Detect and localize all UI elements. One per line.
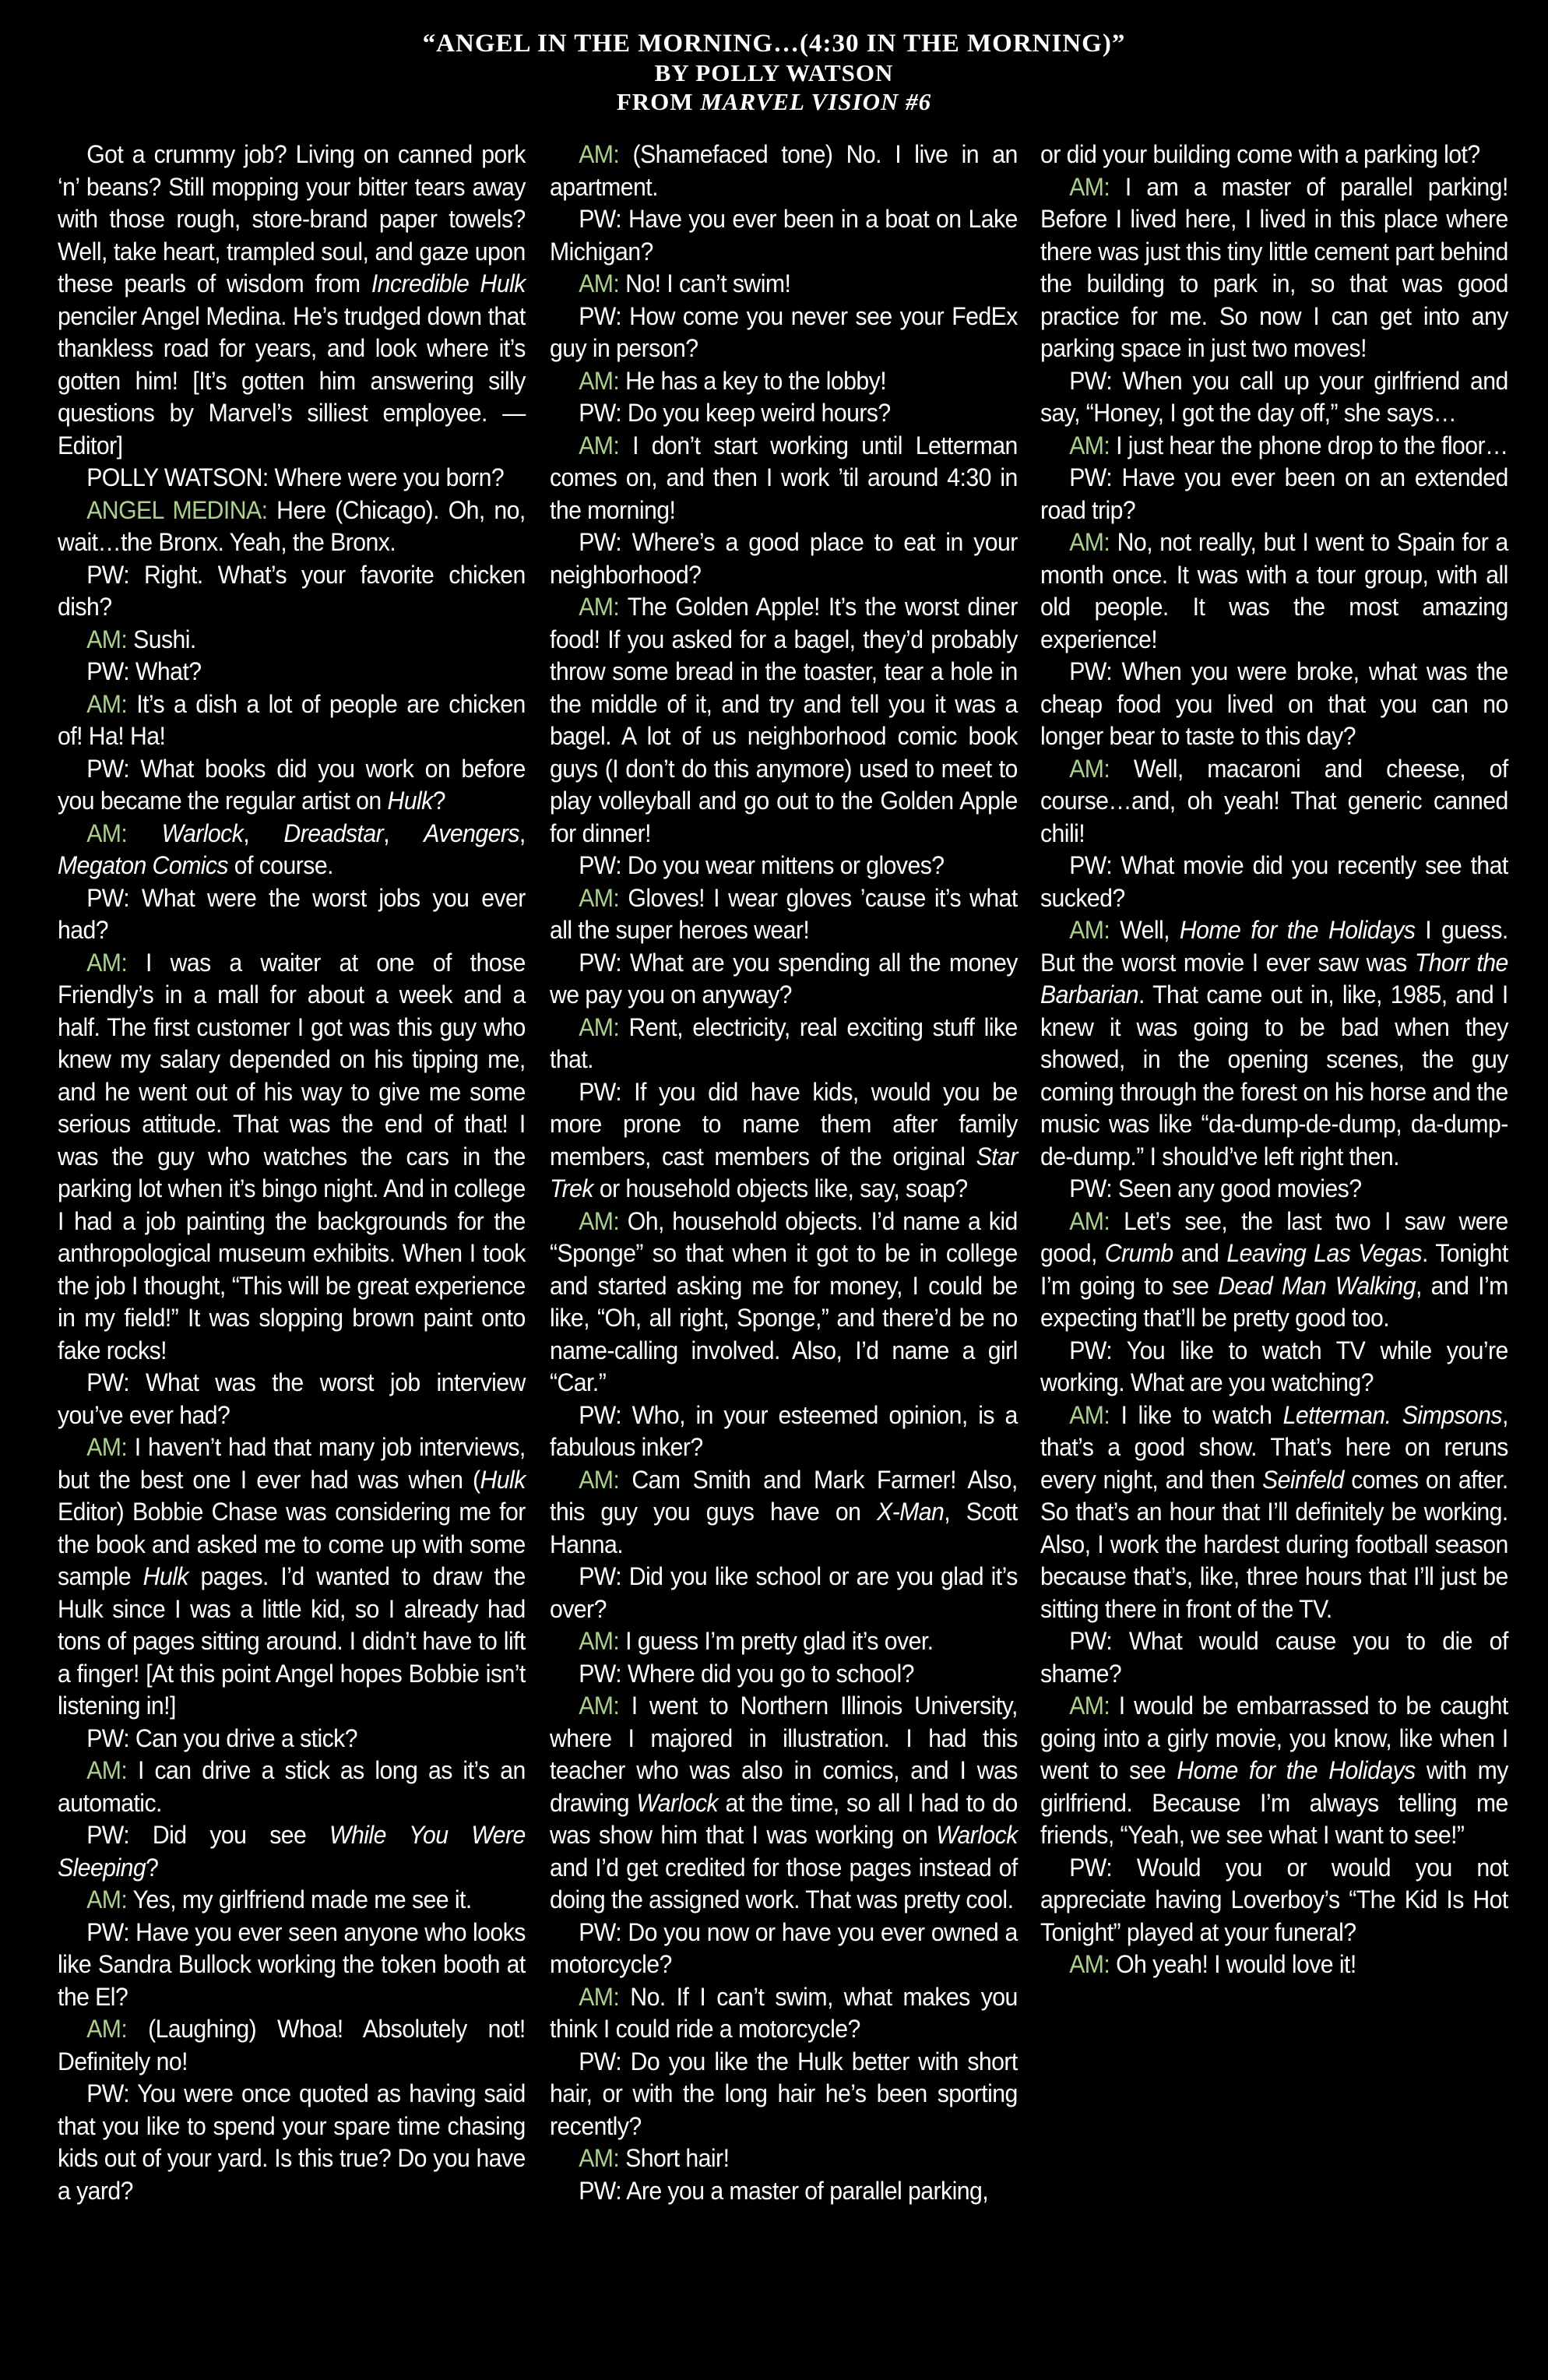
interview-paragraph [58, 624, 526, 657]
interview-paragraph [550, 1012, 1018, 1076]
interview-paragraph [58, 1367, 526, 1431]
interview-paragraph [1040, 526, 1508, 656]
paragraph-text: No. If I can’t swim, what makes you think I could ride a motorcycle? [550, 1982, 1018, 2043]
interview-paragraph [1040, 850, 1508, 914]
interview-paragraph [58, 1917, 526, 2014]
paragraph-text: PW: If you did have kids, would you be more prone to name them after family members, cast members of the original [550, 1077, 1018, 1171]
paragraph-text: PW: Would you or would you not appreciate having Loverboy’s “The Kid Is Hot Tonight” played at your funeral? [1040, 1853, 1508, 1946]
paragraph-text: PW: Do you wear mittens or gloves? [579, 851, 945, 879]
interview-paragraph [1040, 1206, 1508, 1335]
paragraph-text: ? [432, 787, 445, 815]
text-column-2 [550, 139, 1018, 2207]
interview-paragraph [550, 268, 1018, 301]
speaker-label: AM: [86, 625, 128, 653]
paragraph-text: Oh, household objects. I’d name a kid “Sponge” so that when it got to be in college and started asking me for money, I could be like, “Oh, all right, Sponge,” and there’d be no name-calling involved. Also, I’d name a girl “Car.” [550, 1206, 1018, 1396]
interview-paragraph [550, 1625, 1018, 1658]
paragraph-text: penciler Angel Medina. He’s trudged down that thankless road for years, and look where it’s gotten him! [It’s gotten him answering silly questions by Marvel’s silliest employee. —Editor] [58, 301, 526, 459]
interview-paragraph [550, 1917, 1018, 1981]
paragraph-text: PW: How come you never see your FedEx guy in person? [550, 301, 1018, 362]
italic-title: Home for the Holidays [1179, 916, 1416, 944]
paragraph-text: Gloves! I wear gloves ’cause it’s what all the super heroes wear! [550, 883, 1018, 944]
paragraph-text: PW: What movie did you recently see that sucked? [1040, 851, 1508, 912]
paragraph-text: He has a key to the lobby! [619, 366, 887, 395]
interview-paragraph [550, 2046, 1018, 2143]
italic-title: X-Man [876, 1498, 945, 1526]
speaker-label: ANGEL MEDINA: [86, 495, 268, 524]
interview-paragraph [550, 591, 1018, 850]
interview-paragraph [550, 301, 1018, 365]
italic-title: Megaton Comics [58, 851, 228, 879]
text-column-3 [1040, 139, 1508, 1981]
italic-title: Thorr the Barbarian [1040, 948, 1508, 1009]
interview-paragraph [1040, 656, 1508, 753]
interview-paragraph [1040, 1690, 1508, 1852]
interview-paragraph [1040, 365, 1508, 430]
article-title: “ANGEL IN THE MORNING…(4:30 IN THE MORNING)” [422, 30, 1126, 58]
paragraph-text: Well, macaroni and cheese, of course…and, oh yeah! That generic canned chili! [1040, 754, 1508, 847]
paragraph-text: at the time, so all I had to do was show him that I was working on [550, 1788, 1018, 1849]
interview-paragraph [1040, 1625, 1508, 1690]
paragraph-text: . Tonight I’m going to see [1040, 1239, 1508, 1300]
interview-paragraph [58, 462, 526, 495]
paragraph-text: I would be embarrassed to be caught going into a girly movie, you know, like when I went to see [1040, 1692, 1508, 1784]
italic-title: Dead Man Walking [1218, 1271, 1416, 1300]
italic-title: Hulk [142, 1562, 188, 1590]
interview-paragraph [550, 947, 1018, 1012]
interview-paragraph [550, 365, 1018, 398]
speaker-label: AM: [579, 431, 620, 459]
interview-paragraph [1040, 1852, 1508, 1949]
paragraph-text: and [1173, 1239, 1227, 1267]
paragraph-text [127, 819, 161, 847]
interview-paragraph [550, 430, 1018, 527]
speaker-label: AM: [579, 1206, 620, 1235]
interview-paragraph [58, 882, 526, 947]
paragraph-text: I haven’t had that many job interviews, but the best one I ever had was when ( [58, 1433, 526, 1494]
interview-paragraph [1040, 1335, 1508, 1399]
interview-paragraph [1040, 1173, 1508, 1206]
paragraph-text: PW: Seen any good movies? [1069, 1174, 1362, 1202]
paragraph-text: and I’d get credited for those pages instead of doing the assigned work. That was pretty cool. [550, 1853, 1018, 1914]
paragraph-text: Short hair! [619, 2144, 730, 2172]
italic-title: Warlock [161, 819, 244, 847]
interview-paragraph [58, 2013, 526, 2078]
speaker-label: AM: [1069, 754, 1110, 783]
italic-title: Warlock [636, 1788, 719, 1817]
speaker-label: AM: [1069, 1692, 1110, 1720]
paragraph-text: . That came out in, like, 1985, and I knew it was going to be bad when they showed, in the opening scenes, the guy coming through the forest on his horse and the music was like “da-dump-de-dump, da-dump-de-dump.” I should’ve left right then. [1040, 981, 1508, 1171]
paragraph-text: PW: Do you like the Hulk better with short hair, or with the long hair he’s been sporting recently? [550, 2047, 1018, 2140]
speaker-label: AM: [86, 1756, 128, 1784]
interview-paragraph [58, 656, 526, 688]
paragraph-text: PW: Do you keep weird hours? [579, 399, 891, 427]
paragraph-text: I guess. But the worst movie I ever saw was [1040, 916, 1508, 977]
interview-paragraph [550, 203, 1018, 268]
interview-paragraph [550, 1399, 1018, 1464]
speaker-label: AM: [1069, 916, 1110, 944]
italic-title: Star Trek [550, 1142, 1018, 1202]
interview-paragraph [550, 1981, 1018, 2046]
italic-title: Home for the Holidays [1177, 1756, 1416, 1784]
paragraph-text: PW: Did you see [86, 1821, 330, 1849]
paragraph-text: (Shamefaced tone) No. I live in an apartment. [550, 140, 1018, 201]
interview-paragraph [58, 2078, 526, 2207]
interview-paragraph [550, 1206, 1018, 1399]
speaker-label: AM: [579, 593, 620, 621]
interview-paragraph [58, 1884, 526, 1917]
paragraph-text: Cam Smith and Mark Farmer! Also, this guy you guys have on [550, 1465, 1018, 1526]
paragraph-text: POLLY WATSON: Where were you born? [86, 463, 505, 491]
speaker-label: AM: [86, 948, 128, 977]
paragraph-text: PW: When you call up your girlfriend and say, “Honey, I got the day off,” she says… [1040, 366, 1508, 427]
interview-paragraph [1040, 430, 1508, 463]
speaker-label: AM: [579, 1627, 620, 1655]
paragraph-text: of course. [227, 851, 333, 879]
interview-paragraph [58, 495, 526, 559]
paragraph-text: , [519, 819, 526, 847]
paragraph-text: PW: Have you ever been in a boat on Lake Michigan? [550, 205, 1018, 266]
interview-paragraph [58, 818, 526, 882]
interview-paragraph [58, 559, 526, 624]
source-name: MARVEL VISION #6 [700, 88, 932, 115]
interview-paragraph [1040, 753, 1508, 850]
paragraph-text: PW: Right. What’s your favorite chicken dish? [58, 560, 526, 621]
paragraph-text: pages. I’d wanted to draw the Hulk since I was a little kid, so I already had tons of pages sitting around. I didn’t have to lift a finger! [At this point Angel hopes Bobbie isn’t listening in!] [58, 1562, 526, 1720]
paragraph-text: I just hear the phone drop to the floor… [1110, 431, 1508, 459]
interview-paragraph [58, 1431, 526, 1723]
article-header [0, 30, 1548, 116]
paragraph-text: PW: Where did you go to school? [579, 1659, 914, 1688]
paragraph-text: PW: What would cause you to die of shame? [1040, 1627, 1508, 1688]
speaker-label: AM: [579, 1465, 620, 1494]
interview-paragraph [58, 139, 526, 462]
paragraph-text: (Laughing) Whoa! Absolutely not! Definitely no! [58, 2015, 526, 2075]
paragraph-text: No, not really, but I went to Spain for a month once. It was with a tour group, with all old people. It was the most amazing experience! [1040, 528, 1508, 653]
text-column-1 [58, 139, 526, 2207]
interview-paragraph [58, 947, 526, 1368]
paragraph-text: PW: What books did you work on before you became the regular artist on [58, 754, 526, 815]
speaker-label: AM: [86, 819, 128, 847]
interview-paragraph [1040, 1949, 1508, 1981]
paragraph-text: PW: What? [86, 657, 202, 685]
paragraph-text: Rent, electricity, real exciting stuff like that. [550, 1012, 1018, 1073]
interview-paragraph [550, 882, 1018, 947]
italic-title: Avengers [424, 819, 519, 847]
paragraph-text: , and I’m expecting that’ll be pretty good too. [1040, 1271, 1508, 1332]
paragraph-text: or household objects like, say, soap? [593, 1174, 968, 1202]
paragraph-text: PW: Are you a master of parallel parking, [579, 2176, 989, 2205]
paragraph-text: PW: What are you spending all the money we pay you on anyway? [550, 948, 1018, 1009]
speaker-label: AM: [86, 2015, 128, 2043]
paragraph-text: Sushi. [127, 625, 196, 653]
article-source [0, 87, 1548, 116]
speaker-label: AM: [579, 140, 620, 168]
interview-paragraph [550, 1464, 1018, 1561]
interview-paragraph [550, 1690, 1018, 1917]
interview-paragraph [58, 1819, 526, 1884]
interview-paragraph [1040, 914, 1508, 1173]
paragraph-text: PW: Where’s a good place to eat in your neighborhood? [550, 528, 1018, 589]
speaker-label: AM: [1069, 1206, 1110, 1235]
paragraph-text: , that’s a good show. That’s here on reruns every night, and then [1040, 1400, 1508, 1494]
paragraph-text: No! I can’t swim! [619, 269, 791, 298]
speaker-label: AM: [1069, 528, 1110, 556]
speaker-label: AM: [579, 1692, 620, 1720]
paragraph-text: Here (Chicago). Oh, no, wait…the Bronx. Yeah, the Bronx. [58, 495, 526, 556]
interview-paragraph [1040, 171, 1508, 365]
interview-paragraph [550, 526, 1018, 591]
interview-paragraph [1040, 139, 1508, 171]
paragraph-text: It’s a dish a lot of people are chicken of! Ha! Ha! [58, 689, 526, 750]
speaker-label: AM: [1069, 172, 1110, 201]
paragraph-text: Let’s see, the last two I saw were good, [1040, 1206, 1508, 1267]
interview-paragraph [550, 1658, 1018, 1691]
italic-title: Hulk [480, 1465, 526, 1494]
paragraph-text: PW: Can you drive a stick? [86, 1723, 357, 1752]
interview-paragraph [58, 688, 526, 753]
paragraph-text: Editor) Bobbie Chase was considering me for the book and asked me to come up with some sample [58, 1498, 526, 1590]
paragraph-text: Well, [1110, 916, 1180, 944]
italic-title: Seinfeld [1261, 1465, 1344, 1494]
paragraph-text: , Scott Hanna. [550, 1498, 1018, 1558]
speaker-label: AM: [579, 1012, 620, 1041]
paragraph-text: PW: Have you ever been on an extended road trip? [1040, 463, 1508, 524]
interview-paragraph [550, 850, 1018, 882]
speaker-label: AM: [1069, 1400, 1110, 1429]
paragraph-text: PW: You like to watch TV while you’re working. What are you watching? [1040, 1336, 1508, 1396]
speaker-label: AM: [1069, 431, 1110, 459]
italic-title: While You Were Sleeping [58, 1821, 526, 1882]
paragraph-text: I don’t start working until Letterman comes on, and then I work ’til around 4:30 in the morning! [550, 431, 1018, 524]
paragraph-text: I guess I’m pretty glad it’s over. [619, 1627, 934, 1655]
interview-paragraph [550, 1561, 1018, 1625]
paragraph-text: The Golden Apple! It’s the worst diner food! If you asked for a bagel, they’d probably throw some bread in the toaster, tear a hole in the middle of it, and try and tell you it was a bagel. A lot of us neighborhood comic book guys (I don’t do this anymore) used to meet to play volleyball and go out to the Golden Apple for dinner! [550, 593, 1018, 847]
paragraph-text: PW: Who, in your esteemed opinion, is a fabulous inker? [550, 1400, 1018, 1461]
interview-paragraph [1040, 1399, 1508, 1626]
speaker-label: AM: [86, 1433, 128, 1461]
paragraph-text: PW: Have you ever seen anyone who looks like Sandra Bullock working the token booth at the El? [58, 1917, 526, 2011]
speaker-label: AM: [579, 1982, 620, 2011]
italic-title: Warlock [936, 1821, 1018, 1849]
interview-paragraph [550, 1076, 1018, 1206]
speaker-label: AM: [1069, 1950, 1110, 1978]
paragraph-text: Got a crummy job? Living on canned pork ‘n’ beans? Still mopping your bitter tears away with those rough, store-brand paper towels? Well, take heart, trampled soul, and gaze upon these pearls of wisdom from [58, 140, 526, 298]
interview-paragraph [550, 397, 1018, 430]
speaker-label: AM: [579, 883, 620, 912]
italic-title: Letterman. Simpsons [1282, 1400, 1502, 1429]
paragraph-text: Yes, my girlfriend made me see it. [127, 1885, 472, 1914]
italic-title: Incredible Hulk [371, 269, 526, 298]
speaker-label: AM: [86, 1885, 128, 1914]
interview-paragraph [58, 1755, 526, 1819]
italic-title: Crumb [1104, 1239, 1173, 1267]
paragraph-text: , [383, 819, 424, 847]
italic-title: Hulk [387, 787, 433, 815]
interview-paragraph [1040, 462, 1508, 526]
interview-paragraph [550, 2142, 1018, 2175]
paragraph-text: I went to Northern Illinois University, where I majored in illustration. I had this teacher who was also in comics, and I was drawing [550, 1692, 1018, 1817]
paragraph-text: with my girlfriend. Because I’m always telling me friends, “Yeah, we see what I want to see!” [1040, 1756, 1508, 1849]
article-byline: BY POLLY WATSON [654, 59, 894, 86]
paragraph-text: PW: You were once quoted as having said that you like to spend your spare time chasing kids out of your yard. Is this true? Do you have a yard? [58, 2079, 526, 2205]
paragraph-text: , [243, 819, 284, 847]
italic-title: Dreadstar [283, 819, 384, 847]
paragraph-text: PW: Did you like school or are you glad it’s over? [550, 1562, 1018, 1623]
paragraph-text: I am a master of parallel parking! Before I lived here, I lived in this place where there was just this tiny little cement part behind the building to park in, so that was good practice for me. So now I can get into any parking space in just two moves! [1040, 172, 1508, 362]
paragraph-text: I can drive a stick as long as it’s an automatic. [58, 1756, 526, 1817]
paragraph-text: or did your building come with a parking lot? [1040, 140, 1480, 168]
interview-paragraph [550, 139, 1018, 203]
paragraph-text: I was a waiter at one of those Friendly’s in a mall for about a week and a half. The first customer I got was this guy who knew my salary depended on his tipping me, and he went out of his way to give me some serious attitude. That was the end of that! I was the guy who watches the cars in the parking lot when it’s bingo night. And in college I had a job painting the backgrounds for the anthropological museum exhibits. When I took the job I thought, “This will be great experience in my field!” It was slopping brown paint onto fake rocks! [58, 948, 526, 1364]
source-prefix: FROM [616, 88, 694, 115]
paragraph-text: I like to watch [1110, 1400, 1283, 1429]
paragraph-text: PW: Do you now or have you ever owned a motorcycle? [550, 1917, 1018, 1978]
paragraph-text: PW: When you were broke, what was the cheap food you lived on that you can no longer bear to taste to this day? [1040, 657, 1508, 750]
italic-title: Leaving Las Vegas [1226, 1239, 1422, 1267]
interview-paragraph [58, 753, 526, 818]
paragraph-text: PW: What was the worst job interview you’ve ever had? [58, 1368, 526, 1429]
interview-paragraph [58, 1723, 526, 1755]
paragraph-text: PW: What were the worst jobs you ever had? [58, 883, 526, 944]
paragraph-text: Oh yeah! I would love it! [1110, 1950, 1356, 1978]
interview-paragraph [550, 2175, 1018, 2208]
speaker-label: AM: [86, 689, 128, 718]
speaker-label: AM: [579, 366, 620, 395]
speaker-label: AM: [579, 269, 620, 298]
paragraph-text: ? [146, 1853, 159, 1882]
paragraph-text: comes on after. So that’s an hour that I’ll definitely be working. Also, I work the hardest during football season because that’s, like, three hours that I’ll just be sitting there in front of the TV. [1040, 1465, 1508, 1623]
speaker-label: AM: [579, 2144, 620, 2172]
